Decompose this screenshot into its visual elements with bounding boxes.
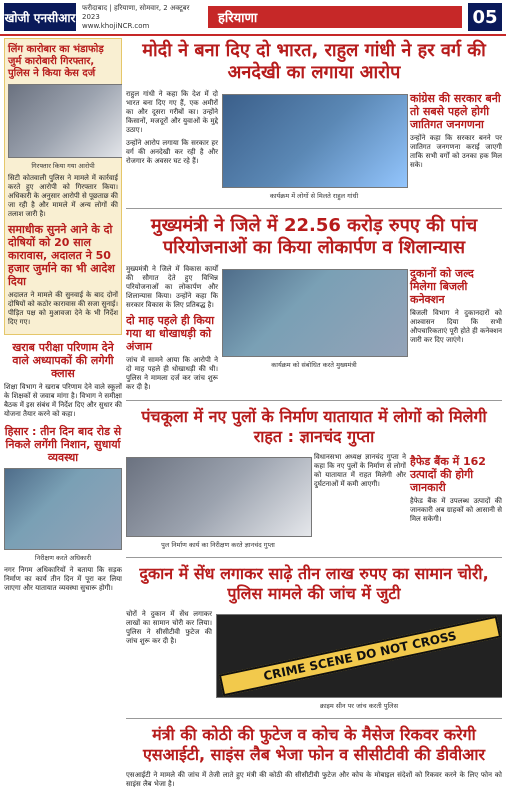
cm-para-2: जांच में सामने आया कि आरोपी ने दो माह पहले ही धोखाधड़ी की थी। पुलिस ने मामला दर्ज कर जांच शुरू कर दी है। xyxy=(126,356,218,391)
bridge-col-mid xyxy=(314,453,406,553)
arrest-photo xyxy=(8,84,122,158)
conviction-para: अदालत ने मामले की सुनवाई के बाद दोनों दोषियों को कठोर कारावास की सजा सुनाई। पीड़ित पक्ष को मुआवजा देने के भी निर्देश दिए गए। xyxy=(8,291,118,326)
sit-para: एसआईटी ने मामले की जांच में तेजी लाते हुए मंत्री की कोठी की सीसीटीवी फुटेज और कोच के मोबाइल संदेशों को रिकवर करने के लिए फोन को साइंस लैब भेजा है। xyxy=(126,771,502,788)
bridge-headline: पंचकूला में नए पुलों के निर्माण यातायात में लोगों को मिलेगी राहत : ज्ञानचंद गुप्ता xyxy=(141,407,487,446)
cm-columns xyxy=(126,265,502,396)
story-teachers xyxy=(4,341,122,419)
bridge-columns xyxy=(126,453,502,553)
rahul-caption: कार्यक्रम में लोगों से मिलते राहुल गांधी xyxy=(269,192,359,200)
cm-side-para: बिजली विभाग ने दुकानदारों को आश्वासन दिया कि सभी औपचारिकताएं पूरी होते ही कनेक्शन जारी कर दिए जाएंगे। xyxy=(410,309,502,344)
bridge-side-para: हैफेड बैंक में उपलब्ध उत्पादों की जानकारी अब ग्राहकों को आसानी से मिल सकेगी। xyxy=(410,497,502,523)
teachers-headline: खराब परीक्षा परिणाम देने वाले अध्यापकों की लगेगी क्लास xyxy=(12,341,114,380)
cm-col-center xyxy=(222,265,406,396)
brand-logo: खोजी एनसीआर xyxy=(4,3,76,31)
cm-col-left xyxy=(126,265,218,396)
cm-subhead: दो माह पहले ही किया गया था धोखाधड़ी को अंजाम xyxy=(126,314,215,353)
sit-headline: मंत्री की कोठी की फुटेज व कोच के मैसेज रिकवर करेगी एसआईटी, साइंस लैब भेजा फोन व सीसीटीवी की डीवीआर xyxy=(142,725,486,764)
hisar-caption: निरीक्षण करते अधिकारी xyxy=(34,554,92,562)
masthead-meta xyxy=(82,4,202,31)
top-col-left xyxy=(126,90,218,204)
top-para-2: उन्होंने आरोप लगाया कि सरकार हर वर्ग की अनदेखी कर रही है और रोजगार के अवसर घट रहे हैं। xyxy=(126,139,218,165)
bridge-col-left xyxy=(126,453,310,553)
theft-col-center xyxy=(216,610,502,714)
theft-col-left xyxy=(126,610,212,714)
cm-caption: कार्यक्रम को संबोधित करते मुख्यमंत्री xyxy=(271,361,357,369)
story-hisar xyxy=(4,425,122,593)
cm-photo xyxy=(222,269,408,357)
bridge-caption: पुल निर्माण कार्य का निरीक्षण करते ज्ञानचंद गुप्ता xyxy=(161,541,275,549)
conviction-subhead: समाधीक सुनने आने के दो दोषियों को 20 साल कारावास, अदालत ने 50 हजार जुर्माने का भी आदेश दिया xyxy=(8,223,115,288)
top-para-1: राहुल गांधी ने कहा कि देश में दो भारत बना दिए गए हैं, एक अमीरों का और दूसरा गरीबों का। उन्होंने किसानों, मजदूरों और युवाओं के मुद्दे उठाए। xyxy=(126,90,218,134)
bridge-side-headline: हैफेड बैंक में 162 उत्पादों की होगी जानकारी xyxy=(410,455,486,494)
top-story xyxy=(126,40,502,204)
crime-scene-photo xyxy=(216,614,502,698)
left-column xyxy=(4,38,122,796)
crime-tape: CRIME SCENE DO NOT CROSS xyxy=(219,616,501,697)
top-col-right xyxy=(410,90,502,204)
sit-story xyxy=(126,718,502,789)
cm-headline: मुख्यमंत्री ने जिले में 22.56 करोड़ रुपए की पांच परियोजनाओं का किया लोकार्पण व शिलान्यास xyxy=(150,215,478,258)
cm-side-headline: दुकानों को जल्द मिलेगा बिजली कनेक्शन xyxy=(410,267,474,306)
meta-line-2: www.khojiNCR.com xyxy=(82,21,150,30)
top-columns xyxy=(126,90,502,204)
theft-headline: दुकान में सेंध लगाकर साढ़े तीन लाख रुपए का सामान चोरी, पुलिस मामले की जांच में जुटी xyxy=(139,564,489,603)
top-col-center xyxy=(222,90,406,204)
hisar-photo xyxy=(4,468,122,550)
masthead xyxy=(0,0,506,36)
section-header: हरियाणा xyxy=(208,6,462,28)
theft-story xyxy=(126,557,502,714)
cm-story xyxy=(126,208,502,396)
arrest-caption: गिरफ्तार किया गया आरोपी xyxy=(31,162,95,170)
theft-columns xyxy=(126,610,502,714)
meta-line-1: फरीदाबाद | हरियाणा, सोमवार, 2 अक्टूबर 2023 xyxy=(82,3,190,21)
bridge-para: विधानसभा अध्यक्ष ज्ञानचंद गुप्ता ने कहा कि नए पुलों के निर्माण से लोगों को यातायात में राहत मिलेगी और दुर्घटनाओं में कमी आएगी। xyxy=(314,453,406,488)
main-area xyxy=(126,38,502,796)
arrest-para: सिटी कोतवाली पुलिस ने मामले में कार्रवाई करते हुए आरोपी को गिरफ्तार किया। अधिकारी के अनुसार आरोपी से पूछताछ की जा रही है और मामले में अन्य लोगों की तलाश जारी है। xyxy=(8,174,118,218)
story-arrest-headline: लिंग कारोबार का भंडाफोड़ जुर्म कारोबारी गिरफ्तार, पुलिस ने किया केस दर्ज xyxy=(8,44,104,79)
rahul-photo xyxy=(222,94,408,188)
bridge-col-right xyxy=(410,453,502,553)
top-headline: मोदी ने बना दिए दो भारत, राहुल गांधी ने हर वर्ग की अनदेखी का लगाया आरोप xyxy=(142,40,486,83)
top-side-headline: कांग्रेस की सरकार बनी तो सबसे पहले होगी जातिगत जनगणना xyxy=(410,92,501,131)
top-side-para: उन्होंने कहा कि सरकार बनने पर जातिगत जनगणना कराई जाएगी ताकि सभी वर्गों को उनका हक मिल सके। xyxy=(410,134,502,169)
hisar-headline: हिसार : तीन दिन बाद रोड से निकले लगेंगी निशान, सुधार्या व्यवस्था xyxy=(4,425,122,464)
story-arrest xyxy=(4,38,122,335)
hisar-para: नगर निगम अधिकारियों ने बताया कि सड़क निर्माण का कार्य तीन दिन में पूरा कर लिया जाएगा और यातायात व्यवस्था सुचारू होगी। xyxy=(4,566,122,592)
theft-para: चोरों ने दुकान में सेंध लगाकर लाखों का सामान चोरी कर लिया। पुलिस ने सीसीटीवी फुटेज की जांच शुरू कर दी है। xyxy=(126,610,212,645)
cm-para-1: मुख्यमंत्री ने जिले में विकास कार्यों की सौगात देते हुए विभिन्न परियोजनाओं का लोकार्पण और शिलान्यास किया। उन्होंने कहा कि सरकार विकास के लिए प्रतिबद्ध है। xyxy=(126,265,218,309)
cm-col-right xyxy=(410,265,502,396)
teachers-para: शिक्षा विभाग ने खराब परिणाम देने वाले स्कूलों के शिक्षकों से जवाब मांगा है। विभाग ने समीक्षा बैठक में इस संबंध में निर्देश दिए और सुधार की योजना तैयार करने को कहा। xyxy=(4,383,122,418)
bridge-photo xyxy=(126,457,312,537)
theft-caption: क्राइम सीन पर जांच करती पुलिस xyxy=(320,702,398,710)
bridge-story xyxy=(126,400,502,553)
page-number: 05 xyxy=(468,3,502,31)
